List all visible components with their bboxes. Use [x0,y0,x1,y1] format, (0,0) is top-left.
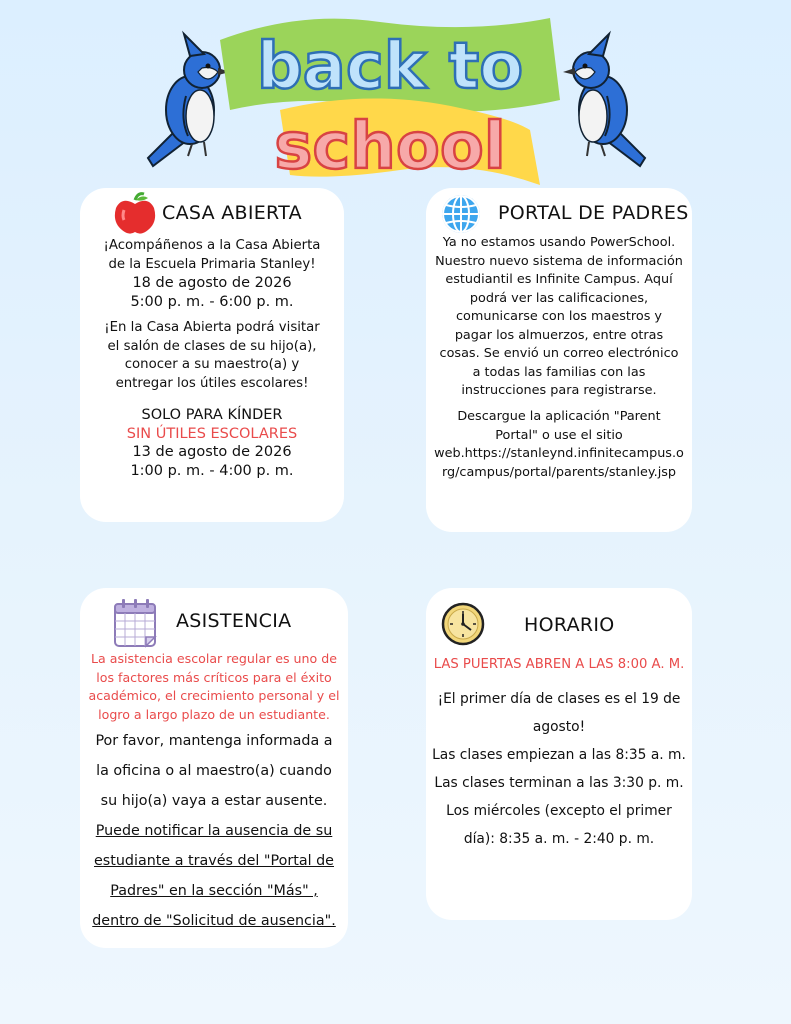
casa-desc-3: conocer a su maestro(a) y [124,357,300,372]
kinder-time: 1:00 p. m. - 4:00 p. m. [130,462,294,479]
horario-line: Los miércoles (excepto el primer [446,803,672,819]
horario-line: agosto! [532,719,586,735]
portal-url-1[interactable]: web.https://stanleynd.infinitecampus.o [434,446,684,461]
bluejay-bird-right [555,28,665,168]
back-to-school-banner [210,10,570,190]
portal-line: comunicarse con los maestros y [456,309,662,324]
portal-line: cosas. Se envió un correo electrónico [439,346,679,361]
clock-icon [441,602,485,646]
calendar-icon [112,598,160,648]
no-supplies-label: SIN ÚTILES ESCOLARES [126,425,298,442]
horario-line: Las clases empiezan a las 8:35 a. m. [432,747,686,763]
asistencia-ul-line: Puede notificar la ausencia de su [95,823,333,839]
asistencia-body-line: su hijo(a) vaya a estar ausente. [100,793,328,809]
portal-de-padres-card [426,188,692,532]
header [0,0,791,190]
portal-line: estudiantil es Infinite Campus. Aquí [445,272,673,287]
horario-title: HORARIO [524,614,615,636]
asistencia-card [80,588,348,948]
portal-line: pagar los almuerzos, entre otras [454,327,664,343]
portal-download-1: Descargue la aplicación "Parent [457,409,661,424]
horario-doors: LAS PUERTAS ABREN A LAS 8:00 A. M. [433,657,685,672]
casa-desc-1: ¡En la Casa Abierta podrá visitar [104,320,320,335]
asistencia-ul-line: dentro de "Solicitud de ausencia". [92,913,336,929]
casa-date: 18 de agosto de 2026 [132,275,292,291]
globe-icon [440,193,482,235]
casa-intro-1: ¡Acompáñenos a la Casa Abierta [103,238,321,253]
portal-line: instrucciones para registrarse. [461,383,657,398]
portal-line: a todas las familias con las [472,364,646,380]
horario-line: Las clases terminan a las 3:30 p. m. [434,775,684,791]
kinder-date: 13 de agosto de 2026 [132,444,292,460]
banner-line1: back to [256,30,524,104]
casa-desc-4: entregar los útiles escolares! [115,375,309,391]
asistencia-red-line: logro a largo plazo de un estudiante. [98,706,330,722]
casa-time: 5:00 p. m. - 6:00 p. m. [130,293,294,310]
asistencia-red-line: los factores más críticos para el éxito [96,669,332,685]
asistencia-red-line: académico, el crecimiento personal y el [88,688,340,703]
portal-download-2: Portal" o use el sitio [495,427,623,443]
banner-line2: school [274,110,506,184]
asistencia-ul-line: estudiante a través del "Portal de [94,853,334,869]
horario-line: día): 8:35 a. m. - 2:40 p. m. [463,831,655,847]
portal-line: Nuestro nuevo sistema de información [435,253,683,269]
casa-abierta-card [80,188,344,522]
portal-line: Ya no estamos usando PowerSchool. [442,235,676,250]
asistencia-ul-line: Padres" en la sección "Más" , [110,883,318,899]
asistencia-title: ASISTENCIA [176,610,292,632]
casa-intro-2: de la Escuela Primaria Stanley! [108,256,316,272]
casa-desc-2: el salón de clases de su hijo(a), [107,338,317,354]
portal-line: podrá ver las calificaciones, [469,290,649,306]
horario-card [426,588,692,920]
portal-title: PORTAL DE PADRES [498,202,689,224]
asistencia-body-line: la oficina o al maestro(a) cuando [96,763,332,779]
asistencia-body-line: Por favor, mantenga informada a [95,733,333,749]
casa-abierta-title: CASA ABIERTA [162,202,302,224]
apple-icon [112,192,158,236]
kinder-label: SOLO PARA KÍNDER [141,407,283,423]
portal-url-2[interactable]: rg/campus/portal/parents/stanley.jsp [441,464,677,480]
horario-line: ¡El primer día de clases es el 19 de [437,691,681,707]
asistencia-red-line: La asistencia escolar regular es uno de [91,651,337,666]
